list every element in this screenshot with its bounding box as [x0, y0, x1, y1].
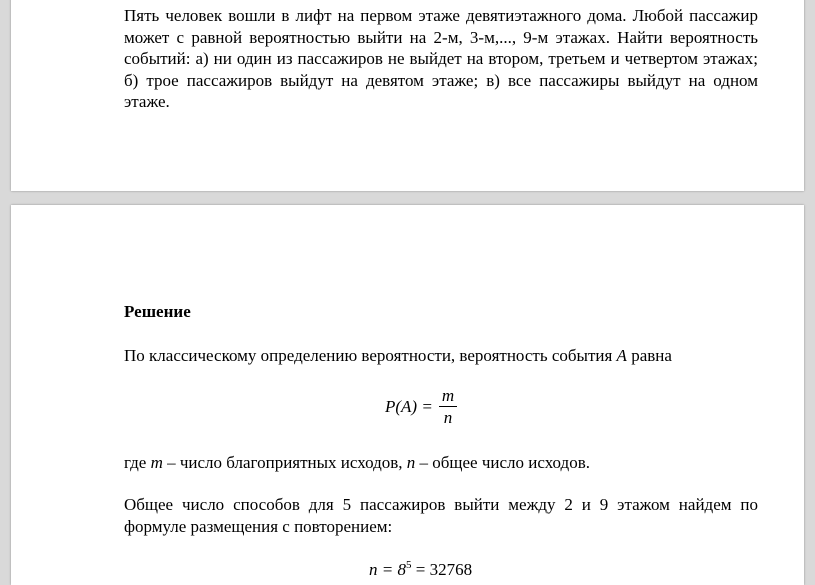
var-n: n — [406, 453, 416, 472]
probability-formula — [385, 386, 457, 427]
variables-mid: – число благоприятных исходов, — [167, 453, 403, 472]
formula-lhs: P(A) = — [385, 396, 433, 416]
variables-paragraph — [124, 452, 758, 474]
variables-end: – общее число исходов. — [419, 453, 590, 472]
page-2 — [11, 205, 804, 585]
fraction-denominator: n — [443, 408, 453, 427]
var-m: m — [150, 453, 163, 472]
formula-fraction — [439, 386, 457, 427]
definition-paragraph — [124, 345, 758, 367]
page-1 — [11, 0, 804, 191]
problem-statement: Пять человек вошли в лифт на первом этаже девятиэтажного дома. Любой пассажир может с равной вероятностью выйти на 2-м, 3-м,..., 9-м этажах. Найти вероятность событий: а) ни один из пассажиров не выйдет на втором, третьем и четвертом этажах; б) трое пассажиров выйдут на девятом этаже; в) все пассажиры выйдут на одном этаже. — [124, 6, 758, 111]
solution-heading: Решение — [124, 302, 191, 321]
variables-start: где — [124, 453, 147, 472]
formula2-lhs: n = 8 — [369, 560, 406, 579]
definition-end: равна — [631, 346, 672, 365]
fraction-numerator: m — [439, 386, 457, 407]
event-variable: A — [616, 346, 627, 365]
total-outcomes-paragraph: Общее число способов для 5 пассажиров выйти между 2 и 9 этажом найдем по формуле размещения с повторением: — [124, 495, 758, 536]
total-outcomes-formula — [369, 559, 472, 580]
formula2-rhs: = 32768 — [415, 560, 473, 579]
definition-text: По классическому определению вероятности, вероятность события — [124, 346, 613, 365]
formula2-exponent: 5 — [405, 559, 412, 571]
